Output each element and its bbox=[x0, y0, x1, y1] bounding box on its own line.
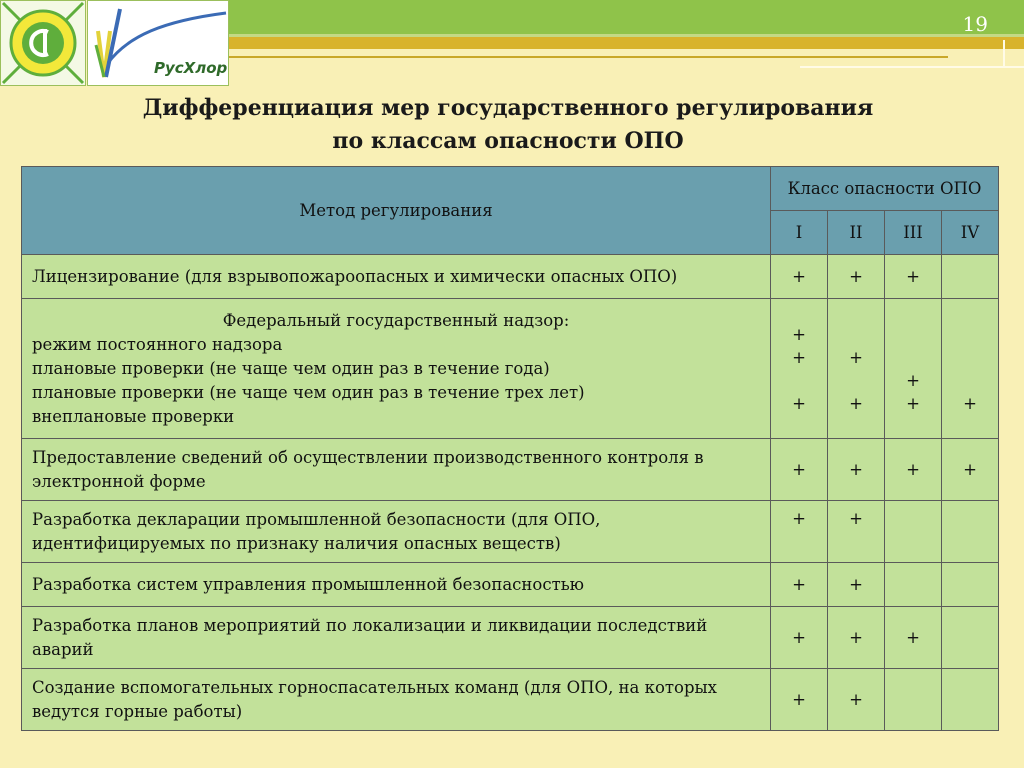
mark-cell bbox=[828, 299, 885, 439]
mark-cell: + bbox=[885, 255, 942, 299]
slide-title bbox=[0, 92, 1016, 158]
title-line-1: Дифференциация мер государственного регулирования bbox=[142, 95, 874, 121]
table-row-licensing bbox=[22, 255, 999, 299]
mark-cell bbox=[942, 563, 999, 607]
mark-line bbox=[838, 369, 874, 392]
mark-line: + bbox=[849, 393, 863, 413]
class-header-2: II bbox=[828, 211, 885, 255]
mark-cell: + bbox=[828, 255, 885, 299]
mark-cell: + bbox=[771, 669, 828, 731]
class-header-4: IV bbox=[942, 211, 999, 255]
method-column-header: Метод регулирования bbox=[22, 167, 771, 255]
method-cell-supervision bbox=[22, 299, 771, 439]
method-cell: Разработка декларации промышленной безопасности (для ОПО, идентифицируемых по признаку наличия опасных веществ) bbox=[22, 501, 771, 563]
mark-cell: + bbox=[942, 439, 999, 501]
mark-cell: + bbox=[771, 501, 828, 563]
header-bar bbox=[228, 0, 1024, 34]
company-logo-ruskhlor bbox=[87, 0, 229, 86]
method-cell: Предоставление сведений об осуществлении производственного контроля в электронной форме bbox=[22, 439, 771, 501]
header-divider-line bbox=[228, 56, 948, 58]
mark-cell bbox=[942, 299, 999, 439]
mark-cell bbox=[771, 299, 828, 439]
supervision-line: плановые проверки (не чаще чем один раз в течение трех лет) bbox=[32, 382, 585, 402]
class-header-1: I bbox=[771, 211, 828, 255]
mark-line bbox=[838, 323, 874, 346]
company-logo-emblem bbox=[0, 0, 86, 86]
brand-name: РусХлор bbox=[154, 59, 228, 77]
mark-cell: + bbox=[885, 607, 942, 669]
mark-cell: + bbox=[828, 607, 885, 669]
table-row-production-control bbox=[22, 439, 999, 501]
mark-line: + bbox=[849, 347, 863, 367]
method-cell: Разработка систем управления промышленной безопасностью bbox=[22, 563, 771, 607]
mark-cell bbox=[885, 563, 942, 607]
mark-line: + bbox=[792, 347, 806, 367]
method-cell: Разработка планов мероприятий по локализации и ликвидации последствий аварий bbox=[22, 607, 771, 669]
mark-cell: + bbox=[828, 669, 885, 731]
class-header-3: III bbox=[885, 211, 942, 255]
mark-cell bbox=[942, 669, 999, 731]
title-line-2: по классам опасности ОПО bbox=[332, 128, 684, 154]
mark-cell: + bbox=[771, 607, 828, 669]
mark-cell bbox=[885, 299, 942, 439]
method-cell: Создание вспомогательных горноспасательных команд (для ОПО, на которых ведутся горные работы) bbox=[22, 669, 771, 731]
mark-line: + bbox=[792, 393, 806, 413]
table-row-safety-declaration bbox=[22, 501, 999, 563]
mark-line bbox=[781, 369, 817, 392]
mark-cell bbox=[942, 255, 999, 299]
mark-line: + bbox=[906, 393, 920, 413]
mark-cell bbox=[942, 607, 999, 669]
mark-cell: + bbox=[771, 563, 828, 607]
method-cell: Лицензирование (для взрывопожароопасных и химически опасных ОПО) bbox=[22, 255, 771, 299]
supervision-heading: Федеральный государственный надзор: bbox=[222, 310, 570, 330]
mark-cell bbox=[885, 501, 942, 563]
mark-line bbox=[952, 346, 988, 369]
mark-cell: + bbox=[771, 255, 828, 299]
mark-line: + bbox=[906, 370, 920, 390]
table-row-management-systems bbox=[22, 563, 999, 607]
regulation-table bbox=[21, 166, 999, 731]
table-row-accident-plans bbox=[22, 607, 999, 669]
mark-cell: + bbox=[828, 439, 885, 501]
supervision-line: плановые проверки (не чаще чем один раз в течение года) bbox=[32, 358, 550, 378]
header-accent-vertical bbox=[1003, 40, 1005, 68]
supervision-line: внеплановые проверки bbox=[32, 406, 235, 426]
mark-line: + bbox=[963, 393, 977, 413]
mark-line bbox=[952, 323, 988, 346]
supervision-line: режим постоянного надзора bbox=[32, 334, 283, 354]
mark-line: + bbox=[792, 324, 806, 344]
mark-cell: + bbox=[771, 439, 828, 501]
header-gold-band bbox=[228, 37, 1024, 49]
mark-cell: + bbox=[828, 501, 885, 563]
table-row-supervision bbox=[22, 299, 999, 439]
mark-cell: + bbox=[885, 439, 942, 501]
mark-cell: + bbox=[828, 563, 885, 607]
mark-line bbox=[895, 346, 931, 369]
mark-cell bbox=[885, 669, 942, 731]
mark-line bbox=[952, 369, 988, 392]
mark-line bbox=[895, 323, 931, 346]
table-row-mine-rescue bbox=[22, 669, 999, 731]
header-accent-line bbox=[800, 66, 1024, 68]
class-column-header: Класс опасности ОПО bbox=[771, 167, 999, 211]
emblem-icon bbox=[1, 1, 85, 85]
mark-cell bbox=[942, 501, 999, 563]
page-number: 19 bbox=[962, 12, 988, 36]
